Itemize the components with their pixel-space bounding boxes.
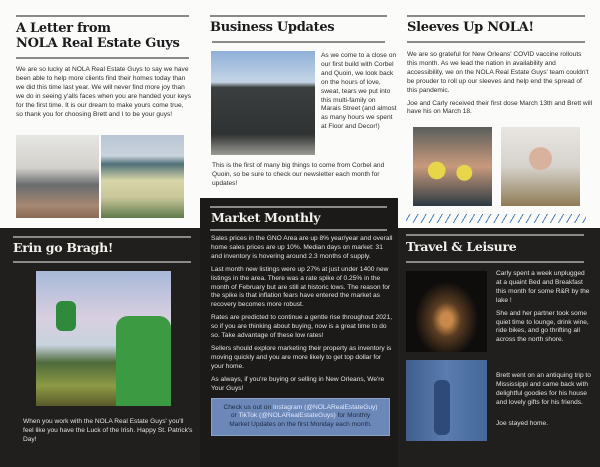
divider: [212, 41, 385, 43]
divider: [407, 41, 585, 43]
title-line: A Letter from: [16, 21, 111, 36]
house-photo: [101, 135, 184, 218]
divider: [406, 234, 584, 236]
squiggle-decoration: [406, 214, 586, 223]
market-p5: As always, if you're buying or selling in New Orleans, We're Your Guys!: [211, 375, 385, 392]
callout-text: Check us out on: [223, 403, 273, 411]
travel-text-top: [496, 270, 592, 349]
callout-text: or: [230, 412, 239, 420]
letter-title: [16, 22, 180, 52]
business-side-text: As we come to a close on our first build with Corbel and Quoin, we look back on the hours of love, sweat, tears we put into this multi-family on Marais Street (and almost as many hours we spent at Floor and Decor!): [321, 52, 397, 131]
person-shape: [434, 380, 450, 435]
divider: [210, 206, 387, 208]
divider: [210, 229, 387, 231]
business-bottom-text: This is the first of many big things to come from Corbel and Quoin, so be sure to check our newsletter each month for updates!: [212, 162, 385, 187]
divider: [407, 15, 585, 17]
team-photo: [16, 135, 99, 218]
market-p4: Sellers should explore marketing their property as inventory is moving quickly and you are more likely to get top dollar for your home.: [211, 344, 392, 370]
divider: [16, 57, 189, 59]
divider: [16, 15, 189, 17]
tiktok-link[interactable]: TikTok (@NOLARealEstateGuys): [238, 412, 336, 420]
market-text: [211, 235, 393, 436]
divider: [13, 261, 191, 263]
st-patricks-photo: [36, 271, 171, 406]
vaccine-photo-1: [413, 127, 492, 206]
erin-body: When you work with the NOLA Real Estate Guys' you'll feel like you have the Luck of the Irish. Happy St. Patrick's Day!: [23, 418, 193, 443]
market-p2: Last month new listings were up 27% at just under 1400 new listings in the area. There was a rate spike of 0.25% in the month of February but are still at historic lows. The reason for the spike is that inflation fears have entered the market as recovery becomes more robust.: [211, 265, 391, 309]
market-p1: Sales prices in the GNO Area are up 8% year/year and overall home sales prices are up 10%. Median days on market: 31 and inventory is hovering around 2.3 months of supply.: [211, 235, 393, 260]
social-callout: [211, 398, 390, 437]
sleeves-p2: Joe and Carly received their first dose March 13th and Brett will have his on March 18.: [407, 99, 593, 116]
instagram-link[interactable]: Instagram (@NOLARealEstateGuy): [272, 403, 378, 411]
leprechaun-shape: [56, 301, 76, 331]
bed-breakfast-photo: [406, 271, 487, 352]
antiquing-photo: [406, 360, 487, 441]
divider: [406, 261, 584, 263]
travel-p2: She and her partner took some quiet time to lounge, drink wine, ride bikes, and go thrifting all across the north shore.: [496, 309, 589, 344]
divider: [13, 236, 191, 238]
letter-body: We are so lucky at NOLA Real Estate Guys to say we have been able to help more clients find their homes today than we did this time last year. We will never find more joy than we do in seeing y'alls faces when you are handed your keys for the first time. It is our dream to make yours come true, so thank you for choosing Brett and I to be your guys!: [16, 66, 191, 118]
building-photo: [211, 51, 315, 155]
sleeves-text: [407, 51, 593, 121]
divider: [210, 15, 387, 17]
sleeves-title: Sleeves Up NOLA!: [407, 20, 534, 35]
market-title: Market Monthly: [211, 210, 321, 225]
erin-title: Erin go Bragh!: [13, 240, 114, 255]
sleeves-p1: We are so grateful for New Orleans' COVID vaccine rollouts this month. As we lead the nation in availability and accessibility, we on the NOLA Real Estate Guys' team couldn't be prouder to roll up our sleeves and help end the spread of this pandemic.: [407, 51, 589, 94]
title-line: NOLA Real Estate Guys: [16, 35, 180, 51]
travel-title: Travel & Leisure: [406, 239, 517, 254]
green-shirt-shape: [116, 316, 171, 406]
market-p3: Rates are predicted to continue a gentle rise throughout 2021, so if you are thinking about buying, now is a great time to do so. Take advantage of these low rates!: [211, 314, 393, 340]
travel-p4: Joe stayed home.: [496, 419, 549, 427]
business-title: Business Updates: [210, 20, 335, 35]
callout-text: for Monthly Market Updates on the first Monday each month.: [229, 412, 372, 429]
vaccine-photo-2: [501, 127, 580, 206]
travel-text-bottom: [496, 372, 592, 433]
travel-p3: Brett went on an antiquing trip to Mississippi and came back with delightful goodies for his house and lovely gifts for his friends.: [496, 372, 591, 406]
travel-p1: Carly spent a week unplugged at a quaint Bed and Breakfast this month for some R&R by the lake !: [496, 270, 590, 304]
